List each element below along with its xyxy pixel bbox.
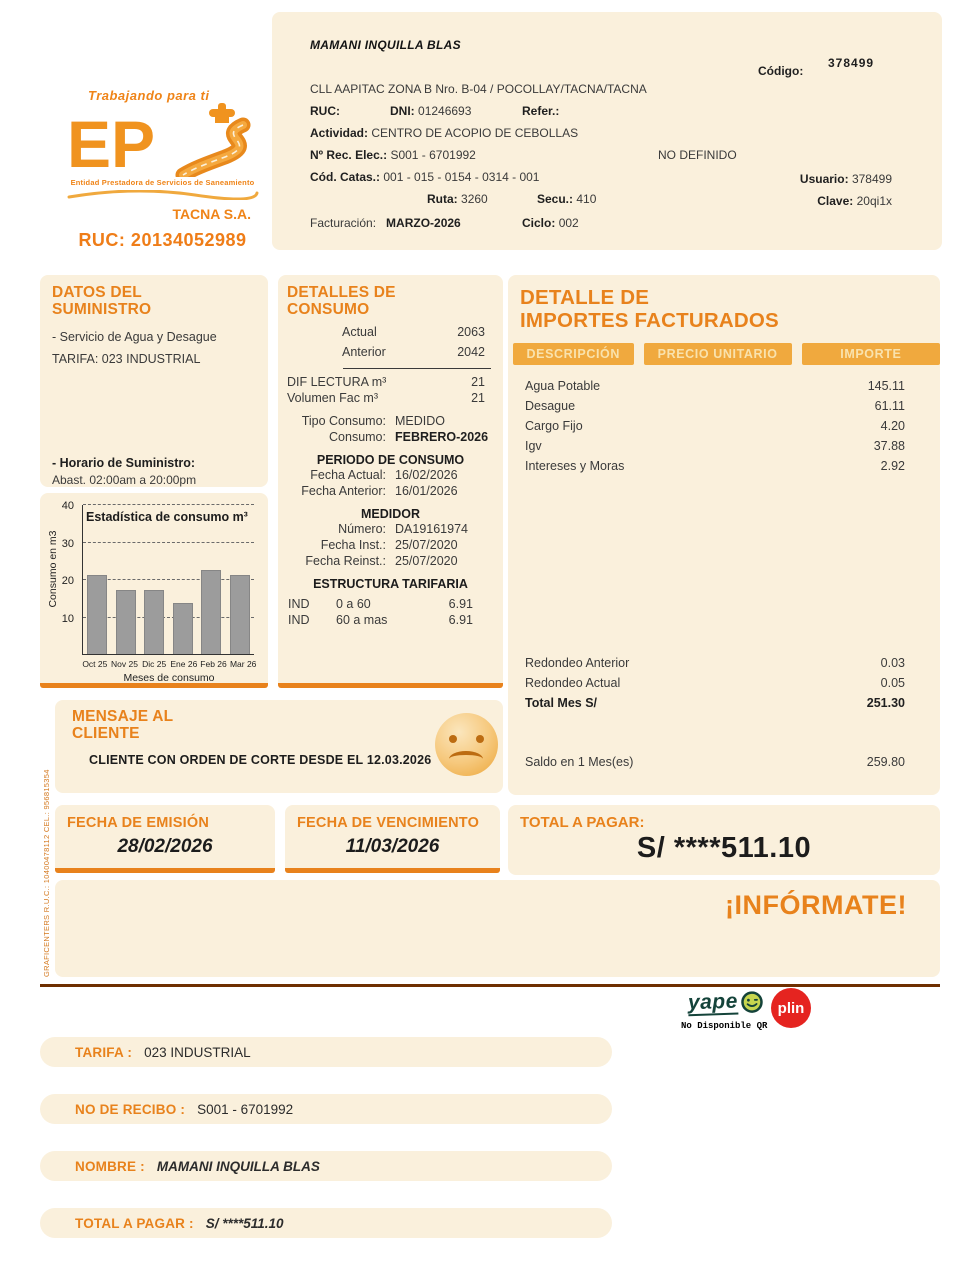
tariff-row [278,596,503,612]
summary-label: TOTAL A PAGAR : [75,1215,194,1231]
facturacion-field: Facturación: MARZO-2026 [310,216,461,230]
summary-label: NOMBRE : [75,1158,145,1174]
summary-label: NO DE RECIBO : [75,1101,186,1117]
message-body: CLIENTE CON ORDEN DE CORTE DESDE EL 12.03.2026 [89,753,432,768]
tariff-row [278,612,503,628]
charges-panel [508,275,940,795]
dni-field: DNI: 01246693 [390,104,472,118]
total-mes: Total Mes S/ 251.30 [525,696,905,711]
charge-desc: Igv [525,439,542,454]
eps-logo-mark [65,103,260,177]
reading-anterior: Anterior 2042 [342,345,485,360]
chart-x-tick: Ene 26 [170,659,198,669]
section-divider [40,984,940,987]
dif-lectura: DIF LECTURA m³ 21 [287,375,485,390]
summary-label: TARIFA : [75,1044,133,1060]
print-credit: GRAFICENTERS R.U.C.: 10400478112 CEL.: 956815354 [42,769,51,977]
tariff-range: 0 a 60 [336,597,371,612]
informate-text: ¡INFÓRMATE! [725,890,907,920]
col-importe: IMPORTE [802,343,940,365]
chart-gridline [83,617,254,618]
charge-desc: Desague [525,399,576,414]
logo-swoosh [65,190,260,200]
supply-title: DATOS DEL SUMINISTRO [52,284,152,318]
supply-schedule-label: - Horario de Suministro: [52,456,196,471]
chart-x-tick: Oct 25 [82,659,108,669]
eps-logo [60,88,265,251]
volumen-fac: Volumen Fac m³ 21 [287,391,485,406]
supply-tariff: TARIFA: 023 INDUSTRIAL [52,352,201,367]
refer-label: Refer.: [522,104,560,118]
codigo-value: 378499 [828,56,875,70]
chart-gridline [83,542,254,543]
customer-message-panel [55,700,503,793]
tariff-rate: 6.91 [448,613,473,628]
due-date-panel [285,805,500,873]
fecha-reinst: Fecha Reinst.: 25/07/2020 [305,554,458,569]
rec-elec-field: Nº Rec. Elec.: S001 - 6701992 [310,148,476,162]
chart-bar [116,590,136,654]
consumo-mes: Consumo: FEBRERO-2026 [329,430,489,445]
logo-subtitle: Entidad Prestadora de Servicios de Saneamiento [70,178,255,187]
col-precio-unitario: PRECIO UNITARIO [644,343,792,365]
supply-data-panel [40,275,268,487]
charge-amount: 2.92 [880,459,905,474]
charge-row [508,456,940,476]
chart-bar [201,570,221,654]
reading-separator [343,368,491,369]
informate-panel [55,880,940,977]
consumption-title: DETALLES DE CONSUMO [287,284,396,318]
charge-amount: 4.20 [880,419,905,434]
tariff-category: IND [288,597,310,612]
fecha-actual: Fecha Actual: 16/02/2026 [310,468,458,483]
chart-plot-area [82,505,254,655]
account-header [272,12,942,250]
actividad-field: Actividad: CENTRO DE ACOPIO DE CEBOLLAS [310,126,579,140]
ciclo-field: Ciclo: 002 [522,216,579,230]
chart-x-tick: Dic 25 [142,659,167,669]
tariff-range: 60 a mas [336,613,388,628]
summary-row [40,1208,612,1238]
ruta-field: Ruta: 3260 [427,192,488,206]
charge-amount: 61.11 [874,399,905,414]
customer-name: MAMANI INQUILLA BLAS [310,38,461,52]
plin-logo: plin [771,988,811,1028]
chart-gridline [83,579,254,580]
summary-row [40,1151,612,1181]
emission-date-label: FECHA DE EMISIÓN [67,815,210,831]
medidor-title: MEDIDOR [360,507,421,522]
tariff-category: IND [288,613,310,628]
clave-field: Clave: 20qi1x [817,194,892,208]
supply-schedule-value: Abast. 02:00am a 20:00pm [52,473,197,488]
usuario-field: Usuario: 378499 [799,172,892,186]
fecha-anterior: Fecha Anterior: 16/01/2026 [301,484,458,499]
consumption-details-panel [278,275,503,688]
charges-table-body [508,376,940,476]
redondeo-anterior: Redondeo Anterior 0.03 [525,656,905,671]
charge-row [508,416,940,436]
qr-note: No Disponible QR [681,1021,768,1031]
logo-ep-text: EP [67,107,156,177]
chart-x-tick: Feb 26 [200,659,227,669]
medidor-numero: Número: DA19161974 [338,522,468,537]
chart-bar [87,575,107,654]
customer-address: CLL AAPITAC ZONA B Nro. B-04 / POCOLLAY/TACNA/TACNA [310,82,647,96]
logo-company: TACNA S.A. [172,206,251,222]
charge-amount: 145.11 [867,379,905,394]
charge-amount: 37.88 [873,439,905,454]
estructura-title: ESTRUCTURA TARIFARIA [313,577,468,592]
saldo-block [508,752,940,772]
charges-title: DETALLE DE IMPORTES FACTURADOS [520,286,779,332]
faucet-icon [209,103,235,123]
grand-total-panel [508,805,940,875]
codigo-label: Código: [758,64,804,78]
road-s-icon [183,125,243,175]
supply-service: - Servicio de Agua y Desague [52,330,217,345]
summary-row [40,1037,612,1067]
chart-x-axis [80,659,258,669]
consumption-chart [40,493,268,688]
tariff-rate: 6.91 [448,597,473,612]
charge-desc: Cargo Fijo [525,419,583,434]
chart-bar [230,575,250,654]
charge-row [508,376,940,396]
fecha-inst: Fecha Inst.: 25/07/2020 [320,538,458,553]
chart-y-tick: 10 [61,612,74,625]
tipo-consumo: Tipo Consumo: MEDIDO [301,414,445,429]
tariff-structure [278,596,503,628]
summary-value: 023 INDUSTRIAL [144,1044,251,1060]
chart-y-axis-title: Consumo en m3 [47,530,59,608]
charge-desc: Agua Potable [525,379,601,394]
col-descripcion: DESCRIPCIÓN [513,343,634,365]
chart-x-tick: Mar 26 [229,659,257,669]
grand-total-value: S/ ****511.10 [636,832,812,864]
due-date-value: 11/03/2026 [345,836,440,857]
chart-x-tick: Nov 25 [111,659,138,669]
redondeo-actual: Redondeo Actual 0.05 [525,676,905,691]
yape-smiley-icon [740,991,763,1014]
secu-field: Secu.: 410 [537,192,597,206]
chart-y-tick: 20 [61,575,74,587]
summary-value: MAMANI INQUILLA BLAS [156,1158,320,1174]
chart-x-axis-title: Meses de consumo [123,672,215,684]
saldo-row: Saldo en 1 Mes(es) 259.80 [525,755,905,770]
periodo-title: PERIODO DE CONSUMO [316,453,465,468]
chart-title: Estadística de consumo m³ [86,510,248,524]
message-title: MENSAJE AL CLIENTE [72,708,174,742]
logo-tagline: Trabajando para ti [88,88,210,103]
emission-date-panel [55,805,275,873]
grand-total-label: TOTAL A PAGAR: [520,814,645,831]
chart-gridline [83,504,254,505]
summary-value: S001 - 6701992 [197,1101,294,1117]
summary-rows [40,1037,612,1265]
catas-field: Cód. Catas.: 001 - 015 - 0154 - 0314 - 001 [310,170,540,184]
charge-row [508,436,940,456]
reading-actual: Actual 2063 [342,325,485,340]
logo-ruc: RUC: 20134052989 [78,230,247,250]
no-definido: NO DEFINIDO [658,148,737,162]
chart-bar [144,590,164,654]
yape-logo: yape [688,990,764,1017]
charge-desc: Intereses y Moras [525,459,625,474]
ruc-label: RUC: [310,104,340,118]
emission-date-value: 28/02/2026 [117,836,213,857]
sad-face-icon [435,713,498,776]
rounding-block [508,653,940,713]
due-date-label: FECHA DE VENCIMIENTO [297,815,480,831]
chart-y-tick: 40 [61,500,74,512]
summary-value: S/ ****511.10 [205,1215,284,1231]
charge-row [508,396,940,416]
charges-table-header [513,343,940,365]
chart-y-tick: 30 [61,537,74,550]
chart-bar [173,603,193,654]
summary-row [40,1094,612,1124]
